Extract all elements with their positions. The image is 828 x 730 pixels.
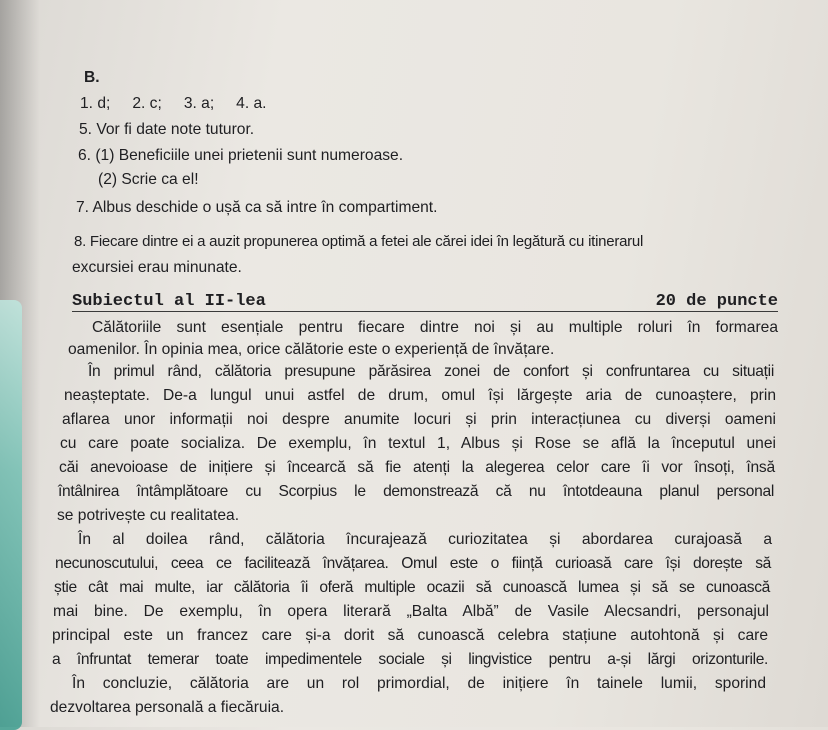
essay-line: principal este un francez care și-a dorit să cunoască celebra stațiune autohtonă și care xyxy=(52,627,768,644)
item-5: 5. Vor fi date note tuturor. xyxy=(79,121,255,138)
essay-line: mai bine. De exemplu, în opera literară „Balta Albă” de Vasile Alecsandri, personajul xyxy=(53,603,769,620)
essay-line: întâlnirea întâmplătoare cu Scorpius le demonstrează că nu întotdeauna planul personal xyxy=(58,483,774,500)
essay-line: În concluzie, călătoria are un rol primordial, de inițiere în tainele lumii, sporind xyxy=(72,675,766,692)
essay-line: neașteptate. De-a lungul unui astfel de drum, omul își lărgește aria de cunoaștere, prin xyxy=(64,387,776,404)
item-7: 7. Albus deschide o ușă ca să intre în compartiment. xyxy=(76,199,438,216)
answer-3: 3. a; xyxy=(183,95,215,112)
answer-2: 2. c; xyxy=(132,95,162,112)
essay-line: dezvoltarea personală a fiecăruia. xyxy=(50,699,285,716)
item-6-line-1: 6. (1) Beneficiile unei prietenii sunt numeroase. xyxy=(78,147,404,164)
subject-heading xyxy=(72,285,778,312)
item-6-line-2: (2) Scrie ca el! xyxy=(98,171,199,188)
essay-line: se potrivește cu realitatea. xyxy=(57,507,240,524)
essay-line: aflarea unor informații noi despre anumite locuri și prin interacțiunea cu diverși oameni xyxy=(62,411,776,428)
answers-row xyxy=(80,94,267,114)
answer-4: 4. a. xyxy=(236,95,267,112)
essay-line: oamenilor. În opinia mea, orice călătorie este o experiență de învățare. xyxy=(68,341,555,358)
part-b-label: B. xyxy=(84,69,100,86)
item-8-line-2: excursiei erau minunate. xyxy=(72,259,242,276)
subject-points: 20 de puncte xyxy=(655,292,778,311)
subject-title: Subiectul al II-lea xyxy=(72,292,266,311)
essay-line: În primul rând, călătoria presupune părăsirea zonei de confort și confruntarea cu situații xyxy=(88,363,774,380)
essay-line: Călătoriile sunt esențiale pentru fiecare dintre noi și au multiple roluri în formarea xyxy=(92,319,778,336)
item-8-line-1: 8. Fiecare dintre ei a auzit propunerea optimă a fetei ale cărei idei în legătură cu itinerarul xyxy=(74,233,644,250)
essay-line: cu care poate socializa. De exemplu, în textul 1, Albus și Rose se află la începutul unei xyxy=(60,435,776,452)
essay-line: În al doilea rând, călătoria încurajează curiozitatea și abordarea curajoasă a xyxy=(78,531,772,548)
essay-line: a înfruntat temerar toate impedimentele sociale și lingvistice pentru a-și lărgi orizonturile. xyxy=(52,651,768,668)
answer-1: 1. d; xyxy=(80,95,111,112)
essay-line: știe cât mai multe, iar călătoria îi oferă multiple ocazii să cunoască lumea și să se cunoască xyxy=(54,579,770,596)
essay-line: necunoscutului, ceea ce facilitează învățarea. Omul este o ființă curioasă care își dorește să xyxy=(55,555,771,572)
essay-line: căi anevoioase de inițiere și încearcă să fie atenți la alegerea celor care îi vor însoți, însă xyxy=(59,459,775,476)
